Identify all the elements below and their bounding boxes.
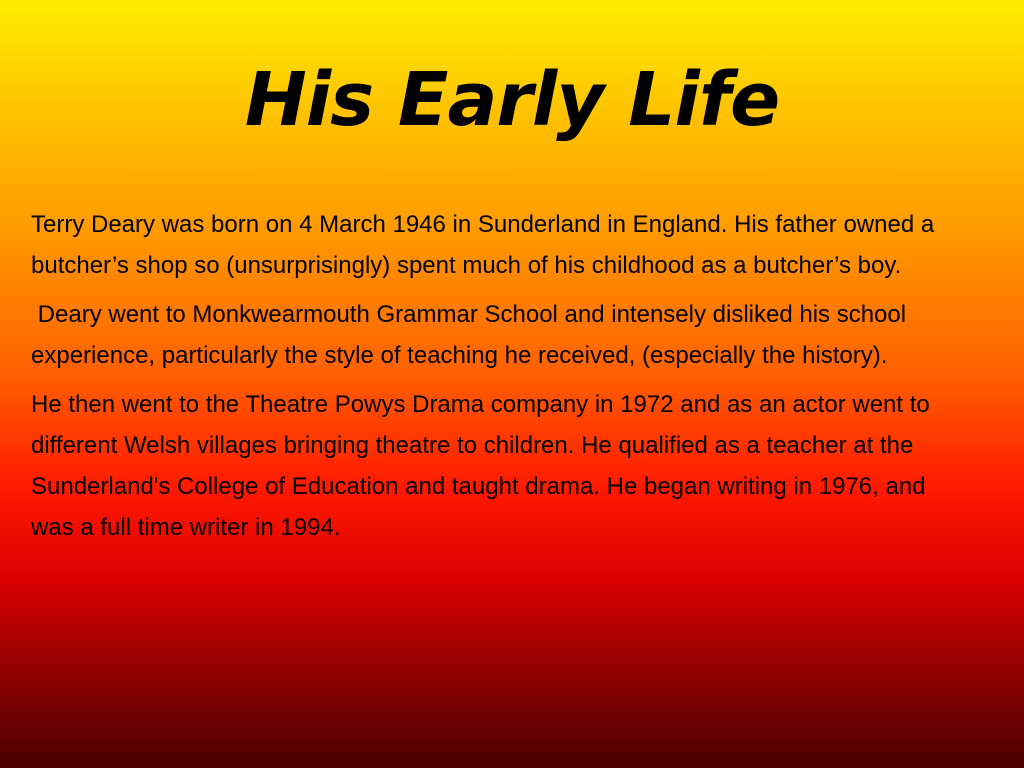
paragraph-career: He then went to the Theatre Powys Drama company in 1972 and as an actor went to different Welsh villages bringing theatre to children. He qualified as a teacher at the Sunderland's College of Education and taught drama. He began writing in 1976, and was a full time writer in 1994. [31,391,930,541]
slide-body [31,204,951,556]
slide-title: His Early Life [244,57,780,143]
paragraph-birth: Terry Deary was born on 4 March 1946 in Sunderland in England. His father owned a butcher’s shop so (unsurprisingly) spent much of his childhood as a butcher’s boy. [31,211,935,279]
paragraph-school: Deary went to Monkwearmouth Grammar School and intensely disliked his school experience, particularly the style of teaching he received, (especially the history). [31,301,913,369]
